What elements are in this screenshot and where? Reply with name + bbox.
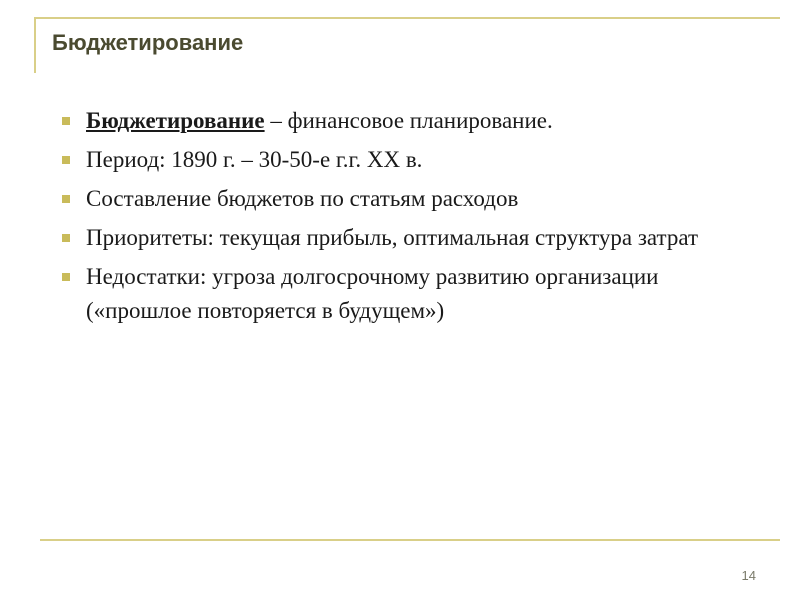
bullet-square-icon (62, 156, 70, 164)
bullet-square-icon (62, 117, 70, 125)
bullet-item-definition (62, 104, 742, 138)
bullet-text: Составление бюджетов по статьям расходов (86, 186, 519, 211)
bullet-item-priorities (62, 221, 742, 255)
bullet-text: Период: 1890 г. – 30-50-е г.г. XX в. (86, 147, 423, 172)
bullet-square-icon (62, 234, 70, 242)
left-decorative-line (34, 17, 36, 73)
bullet-item-drawbacks (62, 260, 742, 328)
bullet-term: Бюджетирование (86, 108, 265, 133)
bullet-text: Недостатки: угроза долгосрочному развитию организации («прошлое повторяется в будущем») (86, 264, 659, 323)
top-decorative-line (34, 17, 780, 19)
bullet-list (62, 104, 742, 333)
bullet-square-icon (62, 195, 70, 203)
bottom-decorative-line (40, 539, 780, 541)
slide-title: Бюджетирование (52, 30, 244, 55)
bullet-text: – финансовое планирование. (264, 108, 553, 133)
bullet-text: Приоритеты: текущая прибыль, оптимальная структура затрат (86, 225, 699, 250)
bullet-item-period (62, 143, 742, 177)
bullet-item-budgets (62, 182, 742, 216)
page-number: 14 (741, 568, 756, 583)
bullet-square-icon (62, 273, 70, 281)
